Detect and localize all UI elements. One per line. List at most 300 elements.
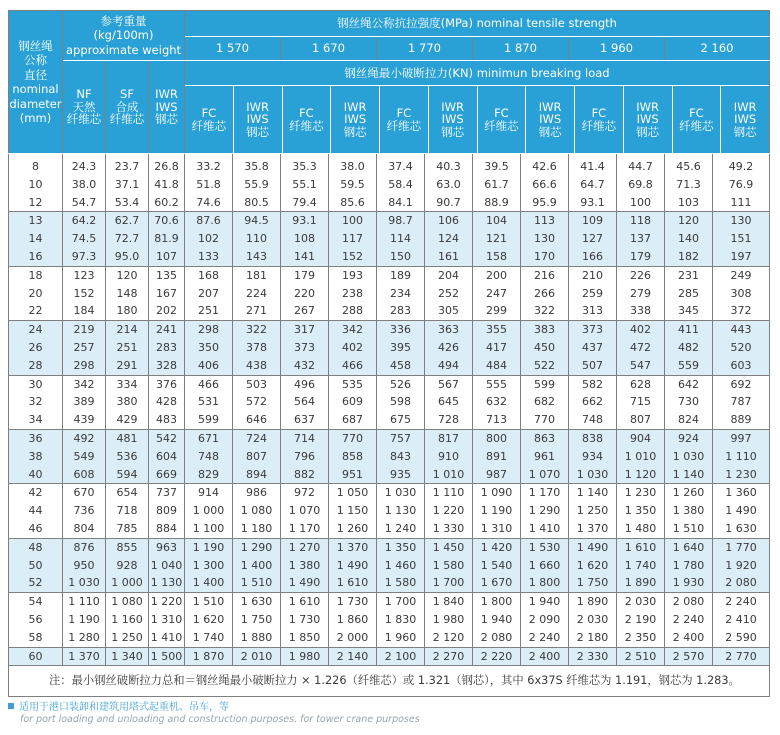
value-cell: 81.9 xyxy=(149,230,185,248)
value-cell: 395 xyxy=(377,339,425,357)
value-cell: 1 260 xyxy=(329,520,377,538)
value-cell: 298 xyxy=(185,321,233,339)
value-cell: 166 xyxy=(569,248,617,266)
table-row xyxy=(9,321,770,339)
value-cell: 1 190 xyxy=(473,502,521,520)
value-cell: 824 xyxy=(665,411,713,429)
value-cell: 1 250 xyxy=(569,502,617,520)
value-cell: 1 300 xyxy=(185,557,233,575)
value-cell: 829 xyxy=(185,466,233,484)
value-cell: 2 190 xyxy=(617,611,665,629)
value-cell: 308 xyxy=(713,285,770,303)
value-cell: 439 xyxy=(63,411,106,429)
value-cell: 2 270 xyxy=(425,647,473,666)
table-row xyxy=(9,248,770,266)
value-cell: 317 xyxy=(281,321,329,339)
weight-header: 参考重量 (kg/100m) approximate weight xyxy=(63,11,185,61)
value-cell: 1 510 xyxy=(233,574,281,592)
value-cell: 682 xyxy=(521,393,569,411)
value-cell: 549 xyxy=(63,448,106,466)
value-cell: 372 xyxy=(713,302,770,320)
value-cell: 1 090 xyxy=(473,484,521,502)
value-cell: 1 610 xyxy=(281,593,329,611)
value-cell: 1 010 xyxy=(617,448,665,466)
value-cell: 167 xyxy=(149,285,185,303)
value-cell: 123 xyxy=(63,266,106,284)
value-cell: 1 460 xyxy=(377,557,425,575)
value-cell: 84.1 xyxy=(377,194,425,212)
value-cell: 1 000 xyxy=(106,574,149,592)
table-row xyxy=(9,339,770,357)
value-cell: 1 170 xyxy=(521,484,569,502)
value-cell: 74.5 xyxy=(63,230,106,248)
value-cell: 226 xyxy=(617,266,665,284)
value-cell: 951 xyxy=(329,466,377,484)
value-cell: 110 xyxy=(233,230,281,248)
value-cell: 928 xyxy=(106,557,149,575)
value-cell: 1 260 xyxy=(665,484,713,502)
value-cell: 120 xyxy=(106,266,149,284)
value-cell: 598 xyxy=(377,393,425,411)
value-cell: 632 xyxy=(473,393,521,411)
table-row xyxy=(9,212,770,230)
value-cell: 2 080 xyxy=(713,574,770,592)
value-cell: 350 xyxy=(185,339,233,357)
value-cell: 1 400 xyxy=(233,557,281,575)
value-cell: 64.2 xyxy=(63,212,106,230)
value-cell: 79.4 xyxy=(281,194,329,212)
value-cell: 130 xyxy=(713,212,770,230)
value-cell: 87.6 xyxy=(185,212,233,230)
value-cell: 567 xyxy=(425,375,473,393)
value-cell: 179 xyxy=(617,248,665,266)
diameter-cell: 13 xyxy=(9,212,63,230)
value-cell: 443 xyxy=(713,321,770,339)
table-row xyxy=(9,593,770,611)
diameter-cell: 58 xyxy=(9,629,63,647)
value-cell: 1 270 xyxy=(281,538,329,556)
value-cell: 482 xyxy=(665,339,713,357)
value-cell: 572 xyxy=(233,393,281,411)
value-cell: 283 xyxy=(377,302,425,320)
diameter-cell: 24 xyxy=(9,321,63,339)
value-cell: 628 xyxy=(617,375,665,393)
value-cell: 1 030 xyxy=(665,448,713,466)
value-cell: 342 xyxy=(329,321,377,339)
diameter-cell: 26 xyxy=(9,339,63,357)
weight-col-0: NF 天然 纤维芯 xyxy=(63,61,106,154)
value-cell: 1 340 xyxy=(106,647,149,666)
value-cell: 76.9 xyxy=(713,176,770,194)
diameter-cell: 16 xyxy=(9,248,63,266)
value-cell: 40.3 xyxy=(425,154,473,176)
value-cell: 251 xyxy=(106,339,149,357)
value-cell: 51.8 xyxy=(185,176,233,194)
table-row xyxy=(9,647,770,666)
load-col-fc: FC 纤维芯 xyxy=(575,86,624,153)
value-cell: 1 450 xyxy=(425,538,473,556)
value-cell: 1 580 xyxy=(425,557,473,575)
value-cell: 1 830 xyxy=(377,611,425,629)
value-cell: 241 xyxy=(149,321,185,339)
table-row xyxy=(9,502,770,520)
value-cell: 402 xyxy=(329,339,377,357)
value-cell: 291 xyxy=(106,357,149,375)
value-cell: 2 180 xyxy=(569,629,617,647)
value-cell: 93.1 xyxy=(569,194,617,212)
value-cell: 1 510 xyxy=(665,520,713,538)
value-cell: 728 xyxy=(425,411,473,429)
value-cell: 858 xyxy=(329,448,377,466)
value-cell: 55.9 xyxy=(233,176,281,194)
value-cell: 496 xyxy=(281,375,329,393)
table-row xyxy=(9,611,770,629)
value-cell: 108 xyxy=(281,230,329,248)
diameter-cell: 32 xyxy=(9,393,63,411)
value-cell: 204 xyxy=(425,266,473,284)
value-cell: 882 xyxy=(281,466,329,484)
value-cell: 60.2 xyxy=(149,194,185,212)
value-cell: 466 xyxy=(329,357,377,375)
value-cell: 133 xyxy=(185,248,233,266)
value-cell: 182 xyxy=(665,248,713,266)
value-cell: 1 780 xyxy=(665,557,713,575)
table-row xyxy=(9,629,770,647)
value-cell: 1 530 xyxy=(521,538,569,556)
value-cell: 535 xyxy=(329,375,377,393)
value-cell: 231 xyxy=(665,266,713,284)
value-cell: 1 110 xyxy=(63,593,106,611)
value-cell: 642 xyxy=(665,375,713,393)
value-cell: 2 140 xyxy=(329,647,377,666)
value-cell: 54.7 xyxy=(63,194,106,212)
table-row xyxy=(9,266,770,284)
value-cell: 1 700 xyxy=(377,593,425,611)
value-cell: 1 980 xyxy=(281,647,329,666)
value-cell: 817 xyxy=(425,429,473,447)
value-cell: 987 xyxy=(473,466,521,484)
strength-value-2: 1 770 xyxy=(377,37,473,61)
value-cell: 71.3 xyxy=(665,176,713,194)
value-cell: 757 xyxy=(377,429,425,447)
value-cell: 1 890 xyxy=(617,574,665,592)
value-cell: 1 630 xyxy=(233,593,281,611)
value-cell: 1 370 xyxy=(569,520,617,538)
value-cell: 2 240 xyxy=(521,629,569,647)
diameter-cell: 30 xyxy=(9,375,63,393)
value-cell: 214 xyxy=(106,321,149,339)
value-cell: 1 940 xyxy=(473,611,521,629)
value-cell: 986 xyxy=(233,484,281,502)
value-cell: 299 xyxy=(473,302,521,320)
value-cell: 804 xyxy=(63,520,106,538)
value-cell: 249 xyxy=(713,266,770,284)
value-cell: 117 xyxy=(329,230,377,248)
value-cell: 257 xyxy=(63,339,106,357)
value-cell: 373 xyxy=(281,339,329,357)
value-cell: 564 xyxy=(281,393,329,411)
value-cell: 1 870 xyxy=(185,647,233,666)
diameter-cell: 28 xyxy=(9,357,63,375)
value-cell: 219 xyxy=(63,321,106,339)
value-cell: 1 840 xyxy=(425,593,473,611)
value-cell: 748 xyxy=(569,411,617,429)
value-cell: 526 xyxy=(377,375,425,393)
diameter-cell: 60 xyxy=(9,647,63,666)
value-cell: 1 400 xyxy=(185,574,233,592)
value-cell: 894 xyxy=(233,466,281,484)
value-cell: 93.1 xyxy=(281,212,329,230)
value-cell: 151 xyxy=(713,230,770,248)
value-cell: 1 800 xyxy=(473,593,521,611)
value-cell: 279 xyxy=(617,285,665,303)
value-cell: 492 xyxy=(63,429,106,447)
value-cell: 23.7 xyxy=(106,154,149,176)
diameter-cell: 20 xyxy=(9,285,63,303)
value-cell: 121 xyxy=(473,230,521,248)
value-cell: 1 490 xyxy=(329,557,377,575)
value-cell: 2 100 xyxy=(377,647,425,666)
value-cell: 1 330 xyxy=(425,520,473,538)
value-cell: 45.6 xyxy=(665,154,713,176)
diameter-cell: 12 xyxy=(9,194,63,212)
table-row xyxy=(9,176,770,194)
value-cell: 1 510 xyxy=(185,593,233,611)
value-cell: 66.6 xyxy=(521,176,569,194)
value-cell: 266 xyxy=(521,285,569,303)
strength-value-0: 1 570 xyxy=(185,37,281,61)
value-cell: 884 xyxy=(149,520,185,538)
value-cell: 26.8 xyxy=(149,154,185,176)
value-cell: 2 770 xyxy=(713,647,770,666)
value-cell: 1 610 xyxy=(617,538,665,556)
value-cell: 49.2 xyxy=(713,154,770,176)
value-cell: 37.1 xyxy=(106,176,149,194)
value-cell: 1 030 xyxy=(569,466,617,484)
value-cell: 675 xyxy=(377,411,425,429)
table-row xyxy=(9,194,770,212)
value-cell: 437 xyxy=(569,339,617,357)
value-cell: 336 xyxy=(377,321,425,339)
value-cell: 170 xyxy=(521,248,569,266)
value-cell: 1 620 xyxy=(569,557,617,575)
value-cell: 202 xyxy=(149,302,185,320)
value-cell: 168 xyxy=(185,266,233,284)
value-cell: 104 xyxy=(473,212,521,230)
value-cell: 1 420 xyxy=(473,538,521,556)
value-cell: 1 370 xyxy=(329,538,377,556)
value-cell: 411 xyxy=(665,321,713,339)
value-cell: 1 490 xyxy=(713,502,770,520)
value-cell: 1 230 xyxy=(617,484,665,502)
value-cell: 1 190 xyxy=(63,611,106,629)
value-cell: 298 xyxy=(63,357,106,375)
value-cell: 1 310 xyxy=(149,611,185,629)
value-cell: 1 290 xyxy=(521,502,569,520)
diameter-cell: 36 xyxy=(9,429,63,447)
value-cell: 1 040 xyxy=(149,557,185,575)
value-cell: 2 400 xyxy=(521,647,569,666)
footer-cn: 适用于港口装卸和建筑用塔式起重机、吊车，等 xyxy=(19,702,229,713)
value-cell: 1 380 xyxy=(665,502,713,520)
value-cell: 417 xyxy=(473,339,521,357)
strength-value-5: 2 160 xyxy=(665,37,770,61)
diameter-cell: 22 xyxy=(9,302,63,320)
value-cell: 1 140 xyxy=(665,466,713,484)
table-row xyxy=(9,557,770,575)
value-cell: 787 xyxy=(713,393,770,411)
value-cell: 152 xyxy=(63,285,106,303)
value-cell: 889 xyxy=(713,411,770,429)
value-cell: 770 xyxy=(329,429,377,447)
value-cell: 1 190 xyxy=(185,538,233,556)
load-col-fc: FC 纤维芯 xyxy=(185,86,234,153)
value-cell: 542 xyxy=(149,429,185,447)
value-cell: 594 xyxy=(106,466,149,484)
value-cell: 210 xyxy=(569,266,617,284)
value-cell: 1 280 xyxy=(63,629,106,647)
value-cell: 494 xyxy=(425,357,473,375)
value-cell: 285 xyxy=(665,285,713,303)
value-cell: 891 xyxy=(473,448,521,466)
value-cell: 1 110 xyxy=(425,484,473,502)
value-cell: 736 xyxy=(63,502,106,520)
value-cell: 288 xyxy=(329,302,377,320)
value-cell: 608 xyxy=(63,466,106,484)
value-cell: 796 xyxy=(281,448,329,466)
value-cell: 429 xyxy=(106,411,149,429)
value-cell: 72.7 xyxy=(106,230,149,248)
value-cell: 559 xyxy=(665,357,713,375)
value-cell: 472 xyxy=(617,339,665,357)
value-cell: 271 xyxy=(233,302,281,320)
value-cell: 536 xyxy=(106,448,149,466)
value-cell: 152 xyxy=(329,248,377,266)
diameter-cell: 42 xyxy=(9,484,63,502)
value-cell: 63.0 xyxy=(425,176,473,194)
value-cell: 692 xyxy=(713,375,770,393)
value-cell: 603 xyxy=(713,357,770,375)
value-cell: 507 xyxy=(569,357,617,375)
value-cell: 807 xyxy=(233,448,281,466)
value-cell: 1 660 xyxy=(521,557,569,575)
value-cell: 1 500 xyxy=(149,647,185,666)
value-cell: 904 xyxy=(617,429,665,447)
value-cell: 111 xyxy=(713,194,770,212)
value-cell: 1 410 xyxy=(149,629,185,647)
value-cell: 555 xyxy=(473,375,521,393)
value-cell: 383 xyxy=(521,321,569,339)
value-cell: 503 xyxy=(233,375,281,393)
table-row xyxy=(9,538,770,556)
value-cell: 41.8 xyxy=(149,176,185,194)
table-row xyxy=(9,574,770,592)
value-cell: 53.4 xyxy=(106,194,149,212)
value-cell: 197 xyxy=(713,248,770,266)
value-cell: 313 xyxy=(569,302,617,320)
value-cell: 402 xyxy=(617,321,665,339)
diameter-cell: 54 xyxy=(9,593,63,611)
value-cell: 924 xyxy=(665,429,713,447)
diameter-cell: 50 xyxy=(9,557,63,575)
strength-value-3: 1 870 xyxy=(473,37,569,61)
value-cell: 376 xyxy=(149,375,185,393)
value-cell: 103 xyxy=(665,194,713,212)
value-cell: 599 xyxy=(521,375,569,393)
load-col-steel: IWR IWS 钢芯 xyxy=(526,86,575,153)
diameter-cell: 52 xyxy=(9,574,63,592)
value-cell: 406 xyxy=(185,357,233,375)
value-cell: 251 xyxy=(185,302,233,320)
value-cell: 961 xyxy=(521,448,569,466)
value-cell: 438 xyxy=(233,357,281,375)
value-cell: 724 xyxy=(233,429,281,447)
value-cell: 207 xyxy=(185,285,233,303)
load-col-steel: IWR IWS 钢芯 xyxy=(624,86,673,153)
value-cell: 770 xyxy=(521,411,569,429)
value-cell: 809 xyxy=(149,502,185,520)
value-cell: 2 410 xyxy=(713,611,770,629)
value-cell: 39.5 xyxy=(473,154,521,176)
value-cell: 127 xyxy=(569,230,617,248)
value-cell: 669 xyxy=(149,466,185,484)
value-cell: 1 230 xyxy=(713,466,770,484)
value-cell: 609 xyxy=(329,393,377,411)
value-cell: 220 xyxy=(281,285,329,303)
value-cell: 2 010 xyxy=(233,647,281,666)
value-cell: 238 xyxy=(329,285,377,303)
value-cell: 85.6 xyxy=(329,194,377,212)
value-cell: 484 xyxy=(473,357,521,375)
breaking-load-header xyxy=(185,61,770,154)
table-row xyxy=(9,357,770,375)
value-cell: 1 350 xyxy=(377,538,425,556)
weight-col-2: IWR IWS 钢芯 xyxy=(149,61,185,154)
value-cell: 1 290 xyxy=(233,538,281,556)
value-cell: 2 350 xyxy=(617,629,665,647)
value-cell: 718 xyxy=(106,502,149,520)
value-cell: 114 xyxy=(377,230,425,248)
value-cell: 1 080 xyxy=(233,502,281,520)
value-cell: 328 xyxy=(149,357,185,375)
value-cell: 2 330 xyxy=(569,647,617,666)
value-cell: 1 130 xyxy=(149,574,185,592)
diameter-header: 钢丝绳 公称 直径 nominal diameter (mm) xyxy=(9,11,63,154)
value-cell: 1 800 xyxy=(521,574,569,592)
strength-value-4: 1 960 xyxy=(569,37,665,61)
value-cell: 1 980 xyxy=(425,611,473,629)
value-cell: 963 xyxy=(149,538,185,556)
value-cell: 200 xyxy=(473,266,521,284)
value-cell: 1 100 xyxy=(185,520,233,538)
value-cell: 180 xyxy=(106,302,149,320)
value-cell: 730 xyxy=(665,393,713,411)
value-cell: 2 120 xyxy=(425,629,473,647)
wire-rope-spec-table xyxy=(8,10,770,697)
diameter-cell: 44 xyxy=(9,502,63,520)
value-cell: 1 030 xyxy=(377,484,425,502)
value-cell: 88.9 xyxy=(473,194,521,212)
value-cell: 1 070 xyxy=(281,502,329,520)
diameter-cell: 48 xyxy=(9,538,63,556)
load-col-fc: FC 纤维芯 xyxy=(283,86,332,153)
tensile-strength-header: 钢丝绳公称抗拉强度(MPa) nominal tensile strength xyxy=(185,11,770,37)
value-cell: 193 xyxy=(329,266,377,284)
load-col-steel: IWR IWS 钢芯 xyxy=(733,99,757,139)
value-cell: 1 130 xyxy=(377,502,425,520)
value-cell: 520 xyxy=(713,339,770,357)
value-cell: 363 xyxy=(425,321,473,339)
